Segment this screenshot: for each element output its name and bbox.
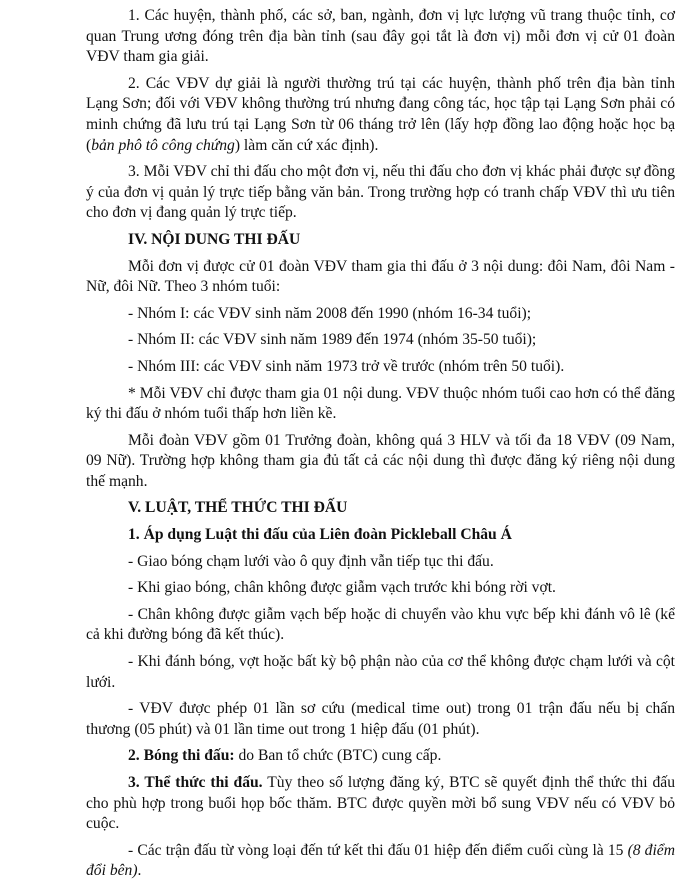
paragraph-age-note: * Mỗi VĐV chỉ được tham gia 01 nội dung. VĐV thuộc nhóm tuổi cao hơn có thể đăng ký thi đấu ở nhóm tuổi thấp hơn liền kề. bbox=[86, 384, 675, 423]
match-length-note: (8 điểm đổi bên) bbox=[86, 841, 675, 880]
format-text: Tùy theo số lượng đăng ký, BTC sẽ quyết định thể thức thi đấu cho phù hợp trong buổi họp bốc thăm. BTC được quyền mời bổ sung VĐV nếu có VĐV bỏ cuộc. bbox=[86, 774, 675, 833]
paragraph-events: Mỗi đơn vị được cử 01 đoàn VĐV tham gia thi đấu ở 3 nội dung: đôi Nam, đôi Nam - Nữ, đôi Nữ. Theo 3 nhóm tuổi: bbox=[86, 257, 675, 296]
heading-rules: V. LUẬT, THỂ THỨC THI ĐẤU bbox=[128, 499, 348, 517]
paragraph-format bbox=[86, 773, 675, 835]
heading-asian-rules: 1. Áp dụng Luật thi đấu của Liên đoàn Pickleball Châu Á bbox=[128, 526, 512, 544]
paragraph-eligible-units: 1. Các huyện, thành phố, các sở, ban, ngành, đơn vị lực lượng vũ trang thuộc tỉnh, cơ quan Trung ương đóng trên địa bàn tỉnh (sau đây gọi tắt là đơn vị) mỗi đơn vị cử 01 đoàn VĐV tham gia giải. bbox=[86, 7, 675, 66]
ball-label: 2. Bóng thi đấu: bbox=[128, 747, 235, 765]
rule-kitchen-volley: - Chân không được giẫm vạch bếp hoặc di chuyển vào khu vực bếp khi đánh vô lê (kể cả khi đường bóng đã kết thúc). bbox=[86, 605, 675, 644]
rule-net-contact: - Khi đánh bóng, vợt hoặc bất kỳ bộ phận nào của cơ thể không được chạm lưới và cột lưới. bbox=[86, 653, 675, 691]
format-label: 3. Thể thức thi đấu. bbox=[128, 774, 263, 791]
paragraph-ball bbox=[86, 746, 675, 767]
residency-note: bản phô tô công chứng bbox=[91, 136, 235, 154]
match-length-text: - Các trận đấu từ vòng loại đến tứ kết thi đấu 01 hiệp đến điểm cuối cùng là 15 bbox=[128, 841, 628, 859]
paragraph-match-length bbox=[86, 841, 675, 882]
list-item-group-3: - Nhóm III: các VĐV sinh năm 1973 trở về trước (nhóm trên 50 tuổi). bbox=[128, 357, 565, 375]
residency-text-end: ) làm căn cứ xác định). bbox=[234, 136, 379, 154]
match-length-end: . bbox=[137, 862, 142, 880]
list-item-group-2: - Nhóm II: các VĐV sinh năm 1989 đến 1974 (nhóm 35-50 tuổi); bbox=[128, 331, 537, 349]
heading-competition-content: IV. NỘI DUNG THI ĐẤU bbox=[128, 230, 301, 248]
residency-text: 2. Các VĐV dự giải là người thường trú tại các huyện, thành phố trên địa bàn tỉnh Lạng Sơn; đối với VĐV không thường trú nhưng đang công tác, học tập tại Lạng Sơn phải có minh chứng đã lưu trú tại Lạng Sơn từ 06 tháng trở lên (lấy hợp đồng lao động hoặc học bạ ( bbox=[86, 74, 675, 154]
rule-serve-foot: - Khi giao bóng, chân không được giẫm vạch trước khi bóng rời vợt. bbox=[128, 579, 556, 597]
paragraph-one-unit: 3. Mỗi VĐV chỉ thi đấu cho một đơn vị, nếu thi đấu cho đơn vị khác phải được sự đồng ý của đơn vị quản lý trực tiếp bằng văn bản. Trong trường hợp có tranh chấp VĐV thì ưu tiên cho đơn vị đang quản lý trực tiếp. bbox=[86, 163, 675, 222]
ball-text: do Ban tổ chức (BTC) cung cấp. bbox=[234, 747, 442, 765]
paragraph-residency bbox=[86, 74, 675, 156]
rule-time-out: - VĐV được phép 01 lần sơ cứu (medical time out) trong 01 trận đấu nếu bị chấn thương (05 phút) và 01 lần time out trong 1 hiệp đấu (01 phút). bbox=[86, 700, 675, 738]
paragraph-team-composition: Mỗi đoàn VĐV gồm 01 Trưởng đoàn, không quá 3 HLV và tối đa 18 VĐV (09 Nam, 09 Nữ). Trường hợp không tham gia đủ tất cả các nội dung thì được đăng ký riêng nội dung thế mạnh. bbox=[86, 431, 675, 490]
list-item-group-1: - Nhóm I: các VĐV sinh năm 2008 đến 1990 (nhóm 16-34 tuổi); bbox=[128, 304, 532, 322]
rule-serve-net: - Giao bóng chạm lưới vào ô quy định vẫn tiếp tục thi đấu. bbox=[128, 552, 494, 570]
